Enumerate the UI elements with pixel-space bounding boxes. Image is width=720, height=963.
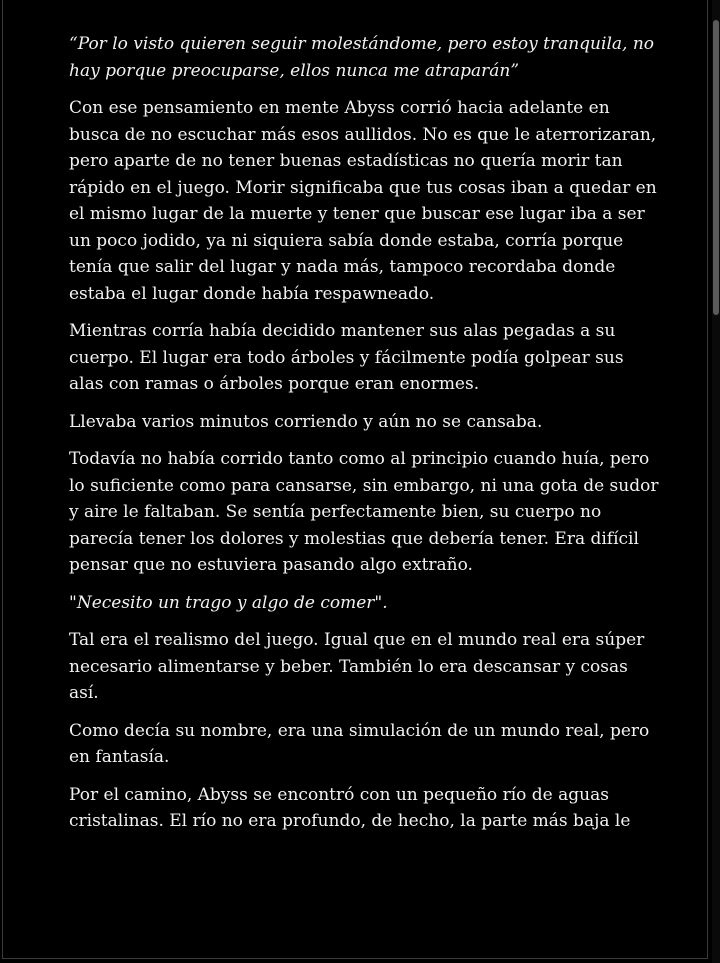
vertical-scrollbar[interactable] [712, 0, 720, 963]
paragraph: Todavía no había corrido tanto como al principio cuando huía, pero lo suficiente como para cansarse, sin embargo, ni una gota de sudor y aire le faltaban. Se sentía perfectamente bien, su cuerpo no parecía tener los dolores y molestias que debería tener. Era difícil pensar que no estuviera pasando algo extraño. [69, 449, 659, 575]
paragraph: Con ese pensamiento en mente Abyss corrió hacia adelante en busca de no escuchar más esos aullidos. No es que le aterrorizaran, pero aparte de no tener buenas estadísticas no quería morir tan rápido en el juego. Morir significaba que tus cosas iban a quedar en el mismo lugar de la muerte y tener que buscar ese lugar iba a ser un poco jodido, ya ni siquiera sabía donde estaba, corría porque tenía que salir del lugar y nada más, tampoco recordaba donde estaba el lugar donde había respawneado. [69, 98, 657, 304]
scrollbar-thumb[interactable] [713, 20, 719, 315]
paragraph: Por el camino, Abyss se encontró con un pequeño río de aguas cristalinas. El río no era profundo, de hecho, la parte más baja le [69, 784, 631, 831]
paragraph: Mientras corría había decidido mantener sus alas pegadas a su cuerpo. El lugar era todo árboles y fácilmente podía golpear sus alas con ramas o árboles porque eran enormes. [69, 321, 624, 394]
document-body [69, 31, 659, 846]
paragraph-thought: "Necesito un trago y algo de comer". [69, 592, 388, 613]
paragraph-thought: “Por lo visto quieren seguir molestándome, pero estoy tranquila, no hay porque preocuparse, ellos nunca me atraparán” [69, 34, 655, 81]
paragraph: Como decía su nombre, era una simulación de un mundo real, pero en fantasía. [69, 720, 650, 767]
paragraph: Llevaba varios minutos corriendo y aún no se cansaba. [69, 411, 543, 432]
paragraph: Tal era el realismo del juego. Igual que en el mundo real era súper necesario alimentarse y beber. También lo era descansar y cosas así. [69, 630, 645, 703]
